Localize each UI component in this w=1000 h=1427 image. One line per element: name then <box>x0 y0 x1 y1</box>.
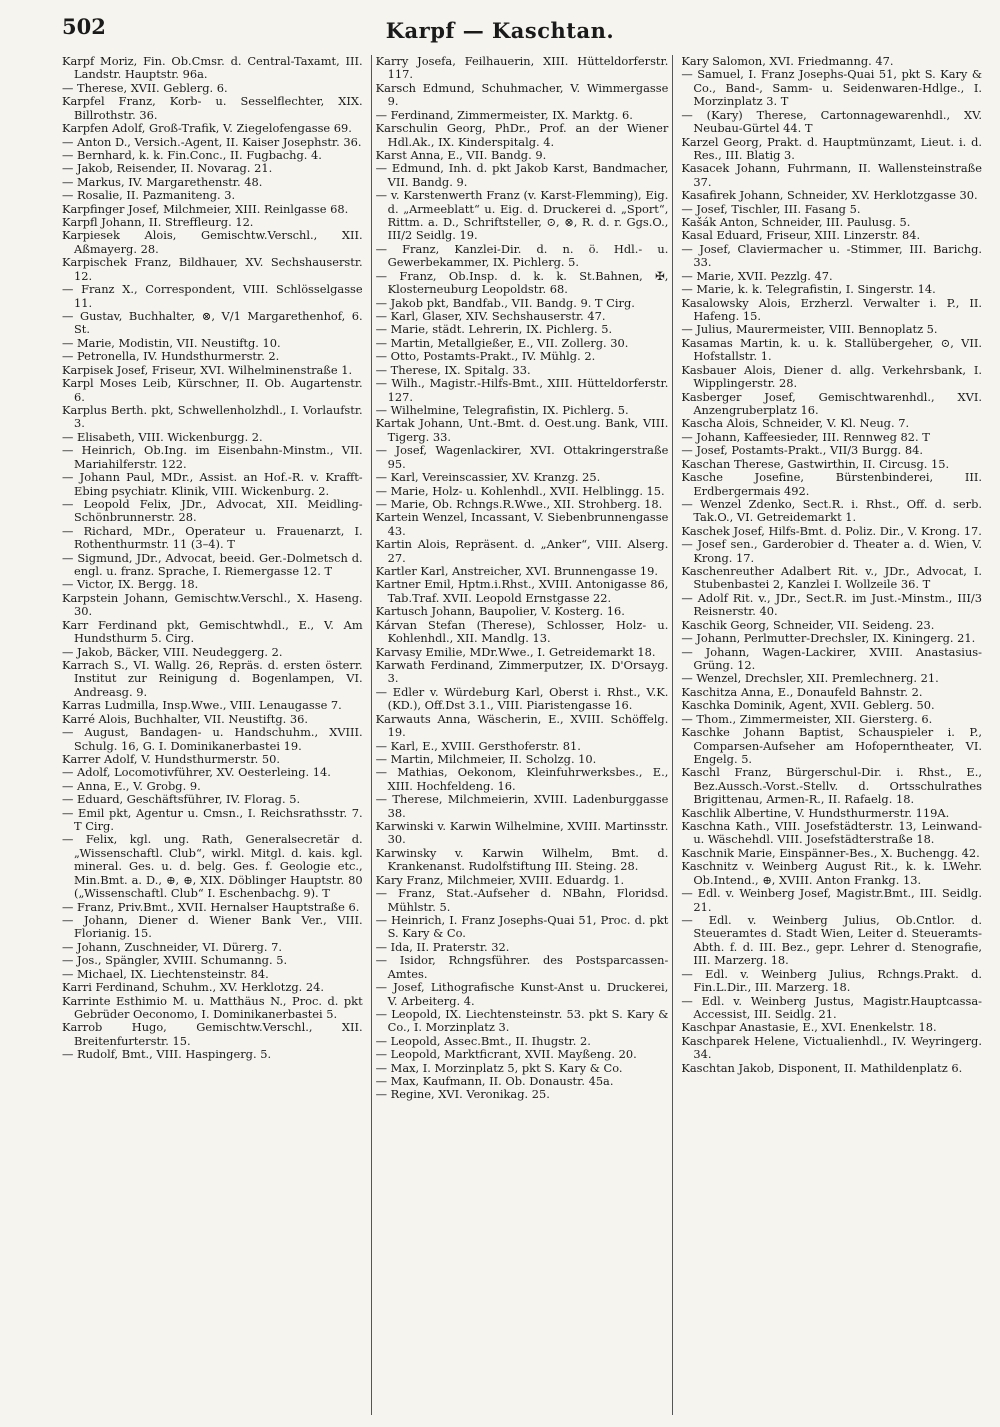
directory-entry: — Marie, k. k. Telegrafistin, I. Singerstr. 14. <box>681 282 936 297</box>
directory-entry: Karplus Berth. pkt, Schwellenholzhdl., I. Vorlaufstr. 3. <box>62 402 363 431</box>
directory-entry: Karpiesek Alois, Gemischtw.Verschl., XII. Aßmayerg. 28. <box>62 228 363 256</box>
directory-entry: — Leopold, IX. Liechtensteinstr. 53. pkt S. Kary & Co., I. Morzinplatz 3. <box>375 1006 669 1035</box>
directory-entry: Karwinski v. Karwin Wilhelmine, XVIII. Martinsstr. 30. <box>375 819 669 847</box>
directory-entry: Karrinte Esthimio M. u. Matthäus N., Proc. d. pkt Gebrüder Oeconomo, I. Dominikanerbastei 5. <box>62 993 363 1021</box>
directory-entry: Kasacek Johann, Fuhrmann, II. Wallensteinstraße 37. <box>681 161 982 189</box>
directory-entry: Kaschek Josef, Hilfs-Bmt. d. Poliz. Dir., V. Krong. 17. <box>681 523 982 538</box>
directory-entry: Kašák Anton, Schneider, III. Paulusg. 5. <box>681 215 911 230</box>
directory-entry: — Franz, Priv.Bmt., XVII. Hernalser Hauptstraße 6. <box>62 899 360 914</box>
directory-entry: — Johann, Kaffeesieder, III. Rennweg 82. T <box>681 429 930 444</box>
running-head: Karpf — Kaschtan. <box>385 18 615 43</box>
directory-entry: — Franz, Ob.Insp. d. k. k. St.Bahnen, ✠, Klosterneuburg Leopoldstr. 68. <box>375 268 669 297</box>
directory-entry: — Josef, Lithografische Kunst-Anst u. Druckerei, V. Arbeiterg. 4. <box>375 980 669 1008</box>
directory-entry: — Elisabeth, VIII. Wickenburgg. 2. <box>62 429 263 444</box>
directory-entry: Karpfl Johann, II. Streffleurg. 12. <box>62 215 254 230</box>
directory-entry: Kaschik Georg, Schneider, VII. Seideng. 23. <box>681 617 935 632</box>
directory-entry: Kasbauer Alois, Diener d. allg. Verkehrsbank, I. Wipplingerstr. 28. <box>681 362 982 391</box>
directory-entry: — Max, Kaufmann, II. Ob. Donaustr. 45a. <box>375 1074 614 1089</box>
directory-entry: — Johann, Wagen-Lackirer, XVIII. Anastasius-Grüng. 12. <box>681 644 982 672</box>
directory-entry: — Marie, Holz- u. Kohlenhdl., XVII. Helblingg. 15. <box>375 483 665 498</box>
directory-entry: — Adolf, Locomotivführer, XV. Oesterleing. 14. <box>62 765 331 780</box>
directory-entry: Kary Salomon, XVI. Friedmanng. 47. <box>681 55 894 68</box>
directory-entry: Kasche Josefine, Bürstenbinderei, III. Erdbergermais 492. <box>681 470 982 498</box>
page-number: 502 <box>62 14 106 39</box>
directory-entry: Kaschenreuther Adalbert Rit. v., JDr., Advocat, I. Stubenbastei 2, Kanzlei I. Wollzeile 36. T <box>681 564 982 592</box>
directory-entry: Kárvan Stefan (Therese), Schlosser, Holz- u. Kohlenhdl., XII. Mandlg. 13. <box>375 617 669 646</box>
directory-entry: — (Kary) Therese, Cartonnagewarenhdl., XV. Neubau-Gürtel 44. T <box>681 107 982 136</box>
directory-entry: — Marie, Modistin, VII. Neustiftg. 10. <box>62 335 281 350</box>
directory-entry: — Richard, MDr., Operateur u. Frauenarzt, I. Rothenthurmstr. 11 (3–4). T <box>62 523 363 552</box>
directory-entry: Karpischek Franz, Bildhauer, XV. Sechshauserstr. 12. <box>62 255 363 283</box>
directory-entry: — Jos., Spängler, XVIII. Schumanng. 5. <box>62 953 288 968</box>
directory-entry: — Jakob, Reisender, II. Novarag. 21. <box>62 161 273 176</box>
column-middle <box>371 55 674 1415</box>
column-right <box>681 55 982 1415</box>
directory-entry: Karr Ferdinand pkt, Gemischtwhdl., E., V. Am Hundsthurm 5. Cirg. <box>62 617 363 646</box>
directory-entry: — Wenzel Zdenko, Sect.R. i. Rhst., Off. d. serb. Tak.O., VI. Getreidemarkt 1. <box>681 496 982 525</box>
directory-entry: Karras Ludmilla, Insp.Wwe., VIII. Lenaugasse 7. <box>62 698 342 713</box>
directory-entry: — Johann, Diener d. Wiener Bank Ver., VIII. Florianig. 15. <box>62 913 363 941</box>
directory-entry: — Julius, Maurermeister, VIII. Bennoplatz 5. <box>681 322 938 337</box>
directory-entry: — Gustav, Buchhalter, ⊗, V/1 Margarethenhof, 6. St. <box>62 309 363 337</box>
directory-entry: — Markus, IV. Margarethenstr. 48. <box>62 174 263 189</box>
directory-entry: — Edl. v. Weinberg Julius, Ob.Cntlor. d. Steueramtes d. Stadt Wien, Leiter d. Steueramts-Abth. f. d. III. Bez., gepr. Lehrer d. Stenografie, III. Marzerg. 18. <box>681 913 982 968</box>
directory-entry: Kasamas Martin, k. u. k. Stallübergeher, ⊙, VII. Hofstallstr. 1. <box>681 335 982 364</box>
directory-entry: — Thom., Zimmermeister, XII. Giersterg. 6. <box>681 711 933 726</box>
directory-entry: — Franz, Kanzlei-Dir. d. n. ö. Hdl.- u. Gewerbekammer, IX. Pichlerg. 5. <box>375 241 669 270</box>
directory-entry: — Ida, II. Praterstr. 32. <box>375 939 510 954</box>
directory-entry: Kasal Eduard, Friseur, XIII. Linzerstr. 84. <box>681 228 921 243</box>
directory-entry: Karwauts Anna, Wäscherin, E., XVIII. Schöffelg. 19. <box>375 711 669 740</box>
directory-entry: — Ferdinand, Zimmermeister, IX. Marktg. 6. <box>375 107 633 122</box>
directory-entry: — Josef, Claviermacher u. -Stimmer, III. Barichg. 33. <box>681 241 982 270</box>
directory-entry: Kartler Karl, Anstreicher, XVI. Brunnengasse 19. <box>375 564 658 579</box>
directory-entry: Kaschlik Albertine, V. Hundsthurmerstr. 119A. <box>681 805 950 820</box>
directory-entry: — Josef sen., Garderobier d. Theater a. d. Wien, V. Krong. 17. <box>681 537 982 565</box>
directory-entry: Kartak Johann, Unt.-Bmt. d. Oest.ung. Bank, VIII. Tigerg. 33. <box>375 416 669 444</box>
directory-entry: Karschulin Georg, PhDr., Prof. an der Wiener Hdl.Ak., IX. Kinderspitalg. 4. <box>375 121 669 149</box>
directory-entry: Kaschpar Anastasie, E., XVI. Enenkelstr. 18. <box>681 1020 937 1035</box>
directory-entry: — Josef, Tischler, III. Fasang 5. <box>681 201 861 216</box>
directory-entry: Karpfinger Josef, Milchmeier, XIII. Reinlgasse 68. <box>62 201 349 216</box>
directory-entry: Kascha Alois, Schneider, V. Kl. Neug. 7. <box>681 416 910 431</box>
directory-entry: Kaschtan Jakob, Disponent, II. Mathildenplatz 6. <box>681 1060 963 1075</box>
directory-entry: Karpisek Josef, Friseur, XVI. Wilhelminenstraße 1. <box>62 362 353 377</box>
directory-entry: — Bernhard, k. k. Fin.Conc., II. Fugbachg. 4. <box>62 147 322 162</box>
directory-entry: Kartin Alois, Repräsent. d. „Anker“, VIII. Alserg. 27. <box>375 537 669 565</box>
directory-entry: — Therese, IX. Spitalg. 33. <box>375 362 531 377</box>
directory-entry: — Leopold, Marktficrant, XVII. Mayßeng. 20. <box>375 1047 637 1062</box>
directory-entry: — Marie, XVII. Pezzlg. 47. <box>681 268 833 283</box>
directory-entry: — Edler v. Würdeburg Karl, Oberst i. Rhst., V.K. (KD.), Off.Dst 3.1., VIII. Piaristengasse 16. <box>375 684 669 713</box>
directory-entry: — Martin, Milchmeier, II. Scholzg. 10. <box>375 751 597 766</box>
directory-entry: — Petronella, IV. Hundsthurmerstr. 2. <box>62 349 280 364</box>
directory-entry: — Franz, Stat.-Aufseher d. NBahn, Floridsd. Mühlstr. 5. <box>375 886 669 914</box>
directory-entry: — Karl, E., XVIII. Gersthoferstr. 81. <box>375 738 581 753</box>
directory-entry: — Wilhelmine, Telegrafistin, IX. Pichlerg. 5. <box>375 402 629 417</box>
directory-entry: Karpf Moriz, Fin. Ob.Cmsr. d. Central-Taxamt, III. Landstr. Hauptstr. 96a. <box>62 55 363 82</box>
directory-entry: Karsch Edmund, Schuhmacher, V. Wimmergasse 9. <box>375 80 669 109</box>
directory-entry: — Josef, Wagenlackirer, XVI. Ottakringerstraße 95. <box>375 443 669 471</box>
directory-entry: Kaschna Kath., VIII. Josefstädterstr. 13, Leinwand- u. Wäschehdl. VIII. Josefstädterstraße 18. <box>681 819 982 847</box>
directory-entry: — Karl, Vereinscassier, XV. Kranzg. 25. <box>375 470 601 485</box>
directory-entry: — Heinrich, I. Franz Josephs-Quai 51, Proc. d. pkt S. Kary & Co. <box>375 913 669 941</box>
directory-entry: Karpl Moses Leib, Kürschner, II. Ob. Augartenstr. 6. <box>62 376 363 404</box>
directory-entry: — Jakob pkt, Bandfab., VII. Bandg. 9. T Cirg. <box>375 295 635 310</box>
directory-entry: — Therese, Milchmeierin, XVIII. Ladenburggasse 38. <box>375 792 669 820</box>
directory-entry: — Leopold Felix, JDr., Advocat, XII. Meidling-Schönbrunnerstr. 28. <box>62 496 363 525</box>
column-left <box>62 55 363 1415</box>
directory-entry: — v. Karstenwerth Franz (v. Karst-Flemming), Eig. d. „Armeeblatt“ u. Eig. d. Druckerei d. „Sport“, Rittm. a. D., Schriftsteller, ⊙, ⊗, R. d. r. Ggs.O., III/2 Seidlg. 19. <box>375 188 669 243</box>
directory-entry: Kasafirek Johann, Schneider, XV. Herklotzgasse 30. <box>681 188 978 203</box>
directory-entry: — Wenzel, Drechsler, XII. Premlechnerg. 21. <box>681 671 939 686</box>
directory-entry: — Edl. v. Weinberg Julius, Rchngs.Prakt. d. Fin.L.Dir., III. Marzerg. 18. <box>681 966 982 995</box>
directory-entry: — Franz X., Correspondent, VIII. Schlösselgasse 11. <box>62 282 363 310</box>
directory-entry: — Regine, XVI. Veronikag. 25. <box>375 1087 550 1102</box>
directory-entry: — Anna, E., V. Grobg. 9. <box>62 778 201 793</box>
directory-entry: — Victor, IX. Bergg. 18. <box>62 577 199 592</box>
directory-entry: Karré Alois, Buchhalter, VII. Neustiftg. 36. <box>62 711 308 726</box>
directory-entry: Kaschparek Helene, Victualienhdl., IV. Weyringerg. 34. <box>681 1033 982 1062</box>
directory-entry: Karzel Georg, Prakt. d. Hauptmünzamt, Lieut. i. d. Res., III. Blatig 3. <box>681 134 982 162</box>
directory-entry: — Heinrich, Ob.Ing. im Eisenbahn-Minstm., VII. Mariahilferstr. 122. <box>62 443 363 471</box>
directory-entry: — Samuel, I. Franz Josephs-Quai 51, pkt S. Kary & Co., Band-, Samm- u. Seidenwaren-Hdlge., I. Morzinplatz 3. T <box>681 67 982 109</box>
directory-entry: — Sigmund, JDr., Advocat, beeid. Ger.-Dolmetsch d. engl. u. franz. Sprache, I. Riemergasse 12. T <box>62 550 363 579</box>
directory-entry: — Marie, Ob. Rchngs.R.Wwe., XII. Strohberg. 18. <box>375 496 663 511</box>
directory-entry: — Max, I. Morzinplatz 5, pkt S. Kary & Co. <box>375 1060 623 1075</box>
directory-entry: Karpfel Franz, Korb- u. Sesselflechter, XIX. Billrothstr. 36. <box>62 94 363 122</box>
directory-entry: — Wilh., Magistr.-Hilfs-Bmt., XIII. Hütteldorferstr. 127. <box>375 376 669 404</box>
directory-entry: Karwath Ferdinand, Zimmerputzer, IX. D'Orsayg. 3. <box>375 657 669 686</box>
directory-entry: Kaschka Dominik, Agent, XVII. Geblerg. 50. <box>681 698 935 713</box>
directory-entry: — Marie, städt. Lehrerin, IX. Pichlerg. 5. <box>375 322 613 337</box>
directory-entry: — Mathias, Oekonom, Kleinfuhrwerksbes., E., XIII. Hochfeldeng. 16. <box>375 765 669 793</box>
directory-entry: — Felix, kgl. ung. Rath, Generalsecretär d. „Wissenschaftl. Club“, wirkl. Mitgl. d. kais. kgl. mineral. Ges. u. d. belg. Ges. f. Geologie etc., Min.Bmt. a. D., ⊕, ⊕, XIX. Döblinger Hauptstr. 80 („Wissenschaftl. Club“ I. Eschenbachg. 9). T <box>62 832 363 901</box>
directory-entry: Kaschl Franz, Bürgerschul-Dir. i. Rhst., E., Bez.Aussch.-Vorst.-Stellv. d. Ortsschulrathes Brigittenau, Armen-R., II. Rafaelg. 18. <box>681 765 982 807</box>
directory-entry: Kary Franz, Milchmeier, XVIII. Eduardg. 1. <box>375 872 625 887</box>
directory-entry: Kaschnik Marie, Einspänner-Bes., X. Buchengg. 42. <box>681 845 980 860</box>
directory-entry: — Johann, Perlmutter-Drechsler, IX. Kiningerg. 21. <box>681 631 976 646</box>
directory-entry: — Johann Paul, MDr., Assist. an Hof.-R. v. Krafft-Ebing psychiatr. Klinik, VIII. Wickenburg. 2. <box>62 470 363 498</box>
directory-entry: Karry Josefa, Feilhauerin, XIII. Hütteldorferstr. 117. <box>375 55 669 82</box>
directory-entry: Kartner Emil, Hptm.i.Rhst., XVIII. Antonigasse 86, Tab.Traf. XVII. Leopold Ernstgasse 22. <box>375 577 669 605</box>
directory-entry: Karrob Hugo, Gemischtw.Verschl., XII. Breitenfurterstr. 15. <box>62 1020 363 1048</box>
directory-entry: — Anton D., Versich.-Agent, II. Kaiser Josephstr. 36. <box>62 134 362 149</box>
directory-entry: Karpfen Adolf, Groß-Trafik, V. Ziegelofengasse 69. <box>62 121 352 136</box>
directory-entry: — Jakob, Bäcker, VIII. Neudeggerg. 2. <box>62 644 283 659</box>
directory-entry: Kaschnitz v. Weinberg August Rit., k. k. LWehr. Ob.Intend., ⊕, XVIII. Anton Frankg. 13. <box>681 859 982 887</box>
directory-columns <box>62 55 982 1415</box>
directory-entry: — Edl. v. Weinberg Justus, Magistr.Hauptcassa-Accessist, III. Seidlg. 21. <box>681 993 982 1021</box>
directory-entry: — Adolf Rit. v., JDr., Sect.R. im Just.-Minstm., III/3 Reisnerstr. 40. <box>681 590 982 619</box>
directory-entry: Kasberger Josef, Gemischtwarenhdl., XVI. Anzengruberplatz 16. <box>681 389 982 417</box>
directory-entry: — Edmund, Inh. d. pkt Jakob Karst, Bandmacher, VII. Bandg. 9. <box>375 161 669 189</box>
directory-entry: Kartusch Johann, Baupolier, V. Kosterg. 16. <box>375 604 625 619</box>
directory-entry: — Rudolf, Bmt., VIII. Haspingerg. 5. <box>62 1047 272 1062</box>
directory-entry: Kaschitza Anna, E., Donaufeld Bahnstr. 2. <box>681 684 923 699</box>
directory-entry: — Isidor, Rchngsführer. des Postsparcassen-Amtes. <box>375 953 669 981</box>
directory-entry: Karri Ferdinand, Schuhm., XV. Herklotzg. 24. <box>62 980 325 995</box>
directory-entry: — Emil pkt, Agentur u. Cmsn., I. Reichsrathsstr. 7. T Cirg. <box>62 805 363 834</box>
directory-entry: Karpstein Johann, Gemischtw.Verschl., X. Haseng. 30. <box>62 590 363 619</box>
directory-entry: Karrach S., VI. Wallg. 26, Repräs. d. ersten österr. Institut zur Reinigung d. Bogenlampen, VI. Andreasg. 9. <box>62 657 363 699</box>
directory-entry: Karvasy Emilie, MDr.Wwe., I. Getreidemarkt 18. <box>375 644 656 659</box>
directory-entry: — Eduard, Geschäftsführer, IV. Florag. 5. <box>62 792 301 807</box>
directory-entry: — Martin, Metallgießer, E., VII. Zollerg. 30. <box>375 335 629 350</box>
directory-entry: Karwinsky v. Karwin Wilhelm, Bmt. d. Krankenanst. Rudolfstiftung III. Steing. 28. <box>375 845 669 874</box>
directory-entry: — Karl, Glaser, XIV. Sechshauserstr. 47. <box>375 309 606 324</box>
directory-entry: — Edl. v. Weinberg Josef, Magistr.Bmt., III. Seidlg. 21. <box>681 886 982 914</box>
directory-entry: Kasalowsky Alois, Erzherzl. Verwalter i. P., II. Hafeng. 15. <box>681 295 982 324</box>
directory-entry: — Johann, Zuschneider, VI. Dürerg. 7. <box>62 939 282 954</box>
directory-entry: Kartein Wenzel, Incassant, V. Siebenbrunnengasse 43. <box>375 510 669 538</box>
directory-entry: — Otto, Postamts-Prakt., IV. Mühlg. 2. <box>375 349 596 364</box>
directory-entry: — Michael, IX. Liechtensteinstr. 84. <box>62 966 269 981</box>
directory-entry: Karst Anna, E., VII. Bandg. 9. <box>375 147 547 162</box>
directory-entry: Kaschan Therese, Gastwirthin, II. Circusg. 15. <box>681 456 950 471</box>
directory-entry: — August, Bandagen- u. Handschuhm., XVIII. Schulg. 16, G. I. Dominikanerbastei 19. <box>62 725 363 753</box>
directory-entry: — Rosalie, II. Pazmaniteng. 3. <box>62 188 236 203</box>
directory-entry: Kaschke Johann Baptist, Schauspieler i. P., Comparsen-Aufseher am Hofoperntheater, VI. Engelg. 5. <box>681 725 982 766</box>
directory-entry: — Leopold, Assec.Bmt., II. Ihugstr. 2. <box>375 1033 591 1048</box>
directory-entry: Karrer Adolf, V. Hundsthurmerstr. 50. <box>62 751 280 766</box>
directory-entry: — Therese, XVII. Geblerg. 6. <box>62 80 228 95</box>
directory-entry: — Josef, Postamts-Prakt., VII/3 Burgg. 84. <box>681 443 924 458</box>
